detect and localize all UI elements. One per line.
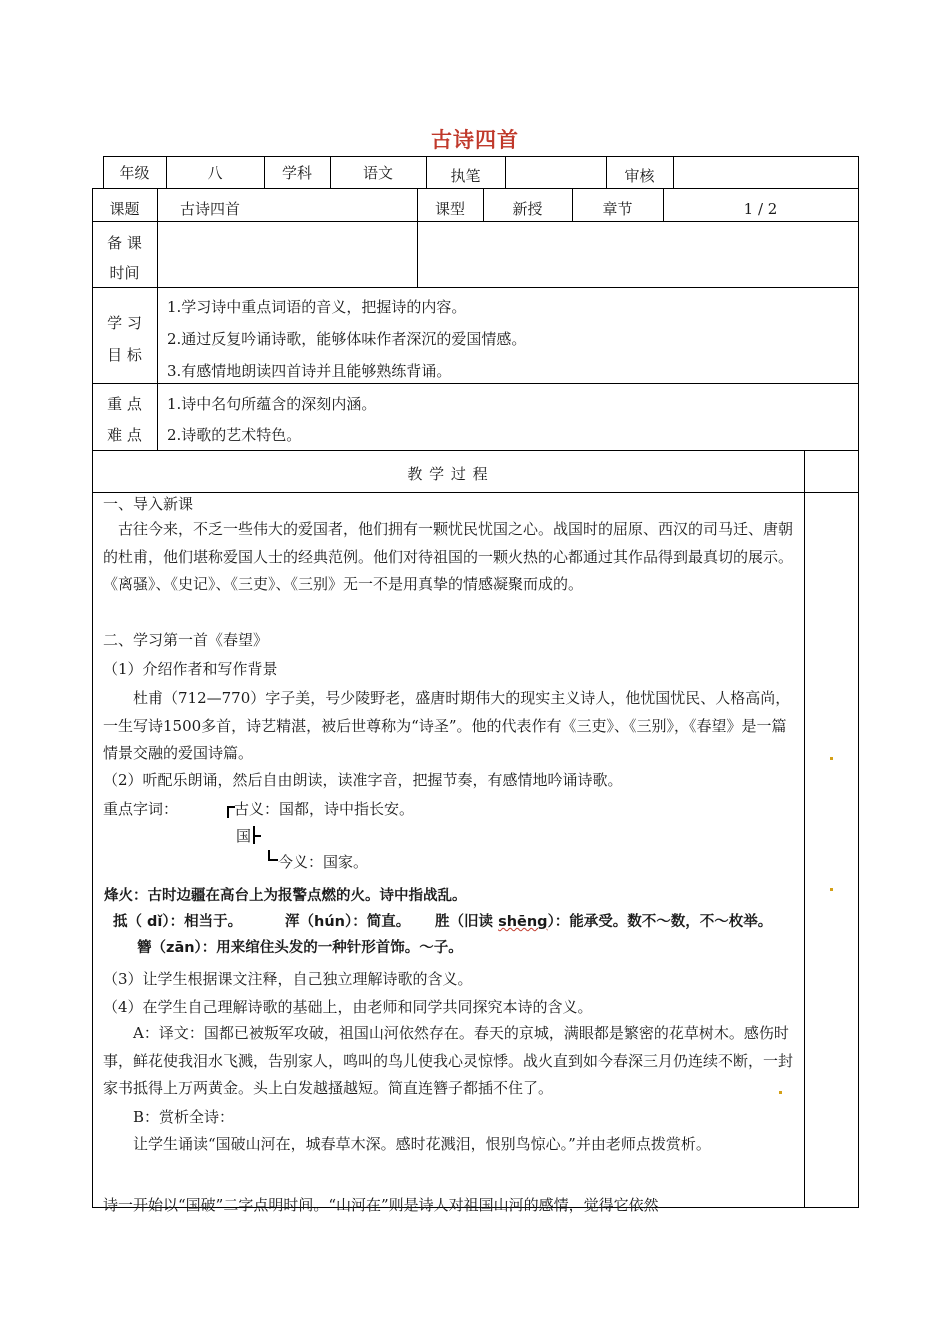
step-2: （2）听配乐朗诵，然后自由朗读，读准字音，把握节奏，有感情地吟诵诗歌。 xyxy=(103,771,623,789)
prep-label: 备 课 xyxy=(107,234,142,252)
vocab-sheng: 胜（旧读 shēng）：能承受。数不～数，不～枚举。 xyxy=(435,914,773,930)
keywords-label: 重点字词： xyxy=(103,800,179,818)
goals-label: 学 习 xyxy=(107,314,142,332)
section-2-title: 二、学习第一首《春望》 xyxy=(103,631,269,649)
author-intro-paragraph: 杜甫（712—770）字子美，号少陵野老，盛唐时期伟大的现实主义诗人，他忧国忧民、人格高尚，一生写诗1500多首，诗艺精湛，被后世尊称为“诗圣”。他的代表作有《三吏》、《三别》，《春望》是一篇情景交融的爱国诗篇。 xyxy=(103,689,791,762)
mark-dot xyxy=(779,1091,782,1094)
topic-value: 古诗四首 xyxy=(180,200,241,218)
vocab-fenghuo: 烽火：古时边疆在高台上为报警点燃的火。诗中指战乱。 xyxy=(104,888,467,904)
author-label: 执笔 xyxy=(450,167,481,185)
subject-value: 语文 xyxy=(362,164,393,182)
focus-item: 1.诗中名句所蕴含的深刻内涵。 xyxy=(167,395,377,413)
topic-label: 课题 xyxy=(109,200,140,218)
focus-item: 2.诗歌的艺术特色。 xyxy=(167,426,302,444)
vocab-di: 抵（ dǐ）：相当于。 xyxy=(113,914,243,930)
section-1-title: 一、导入新课 xyxy=(103,495,194,513)
mark-dot xyxy=(830,757,833,760)
bracket-bottom xyxy=(268,850,278,861)
step-4: （4）在学生自己理解诗歌的基础上，由老师和同学共同探究本诗的含义。 xyxy=(103,998,593,1016)
vocab-hun: 浑（hún）：简直。 xyxy=(285,914,411,930)
guo-character: 国 xyxy=(236,827,252,845)
mark-dot xyxy=(830,888,833,891)
goal-item: 1.学习诗中重点词语的音义，把握诗的内容。 xyxy=(167,298,467,316)
section-1-paragraph: 古往今来，不乏一些伟大的爱国者，他们拥有一颗忧民忧国之心。战国时的屈原、西汉的司马迁、唐朝的杜甫，他们堪称爱国人士的经典范例。他们对待祖国的一颗火热的心都通过其作品得到最真切的展示。《离骚》、《史记》、《三吏》、《三别》无一不是用真挚的情感凝聚而成的。 xyxy=(103,520,794,593)
vocab-zan: 簪（zān）：用来绾住头发的一种针形首饰。～子。 xyxy=(137,940,463,956)
appreciation-title: B：赏析全诗： xyxy=(103,1108,235,1126)
guo-modern-meaning: 今义：国家。 xyxy=(278,853,369,871)
focus-label-2: 难 点 xyxy=(107,426,142,444)
appreciation-paragraph: 让学生诵读“国破山河在，城春草木深。感时花溅泪，恨别鸟惊心。”并由老师点拨赏析。 xyxy=(103,1135,711,1153)
step-3: （3）让学生根据课文注释，自己独立理解诗歌的含义。 xyxy=(103,970,473,988)
review-label: 审核 xyxy=(624,167,655,185)
analysis-line: 诗一开始以“国破”二字点明时间。“山河在”则是诗人对祖国山河的感情，觉得它依然 xyxy=(103,1196,659,1214)
goals-label-2: 目 标 xyxy=(107,346,142,364)
step-1: （1）介绍作者和写作背景 xyxy=(103,660,278,678)
focus-label: 重 点 xyxy=(107,395,142,413)
pinyin-sheng: shēng xyxy=(498,914,548,930)
chapter-label: 章节 xyxy=(602,200,633,218)
process-heading: 教 学 过 程 xyxy=(407,465,489,483)
type-value: 新授 xyxy=(512,200,543,218)
goal-item: 3.有感情地朗读四首诗并且能够熟练背诵。 xyxy=(167,362,452,380)
type-label: 课型 xyxy=(434,200,465,218)
translation-paragraph: A：译文：国都已被叛军攻破，祖国山河依然存在。春天的京城，满眼都是繁密的花草树木。感伤时事，鲜花使我泪水飞溅，告别家人，鸣叫的鸟儿使我心灵惊悸。战火直到如今春深三月仍连续不断，一封家书抵得上万两黄金。头上白发越搔越短。简直连簪子都插不住了。 xyxy=(103,1024,794,1097)
page-title: 古诗四首 xyxy=(431,128,519,152)
chapter-value: 1 / 2 xyxy=(743,200,778,218)
guo-ancient-meaning: 古义：国都，诗中指长安。 xyxy=(234,800,415,818)
prep-label-2: 时间 xyxy=(109,264,140,282)
grade-value: 八 xyxy=(207,164,223,182)
goal-item: 2.通过反复吟诵诗歌，能够体味作者深沉的爱国情感。 xyxy=(167,330,527,348)
grade-label: 年级 xyxy=(119,164,150,182)
subject-label: 学科 xyxy=(281,164,312,182)
